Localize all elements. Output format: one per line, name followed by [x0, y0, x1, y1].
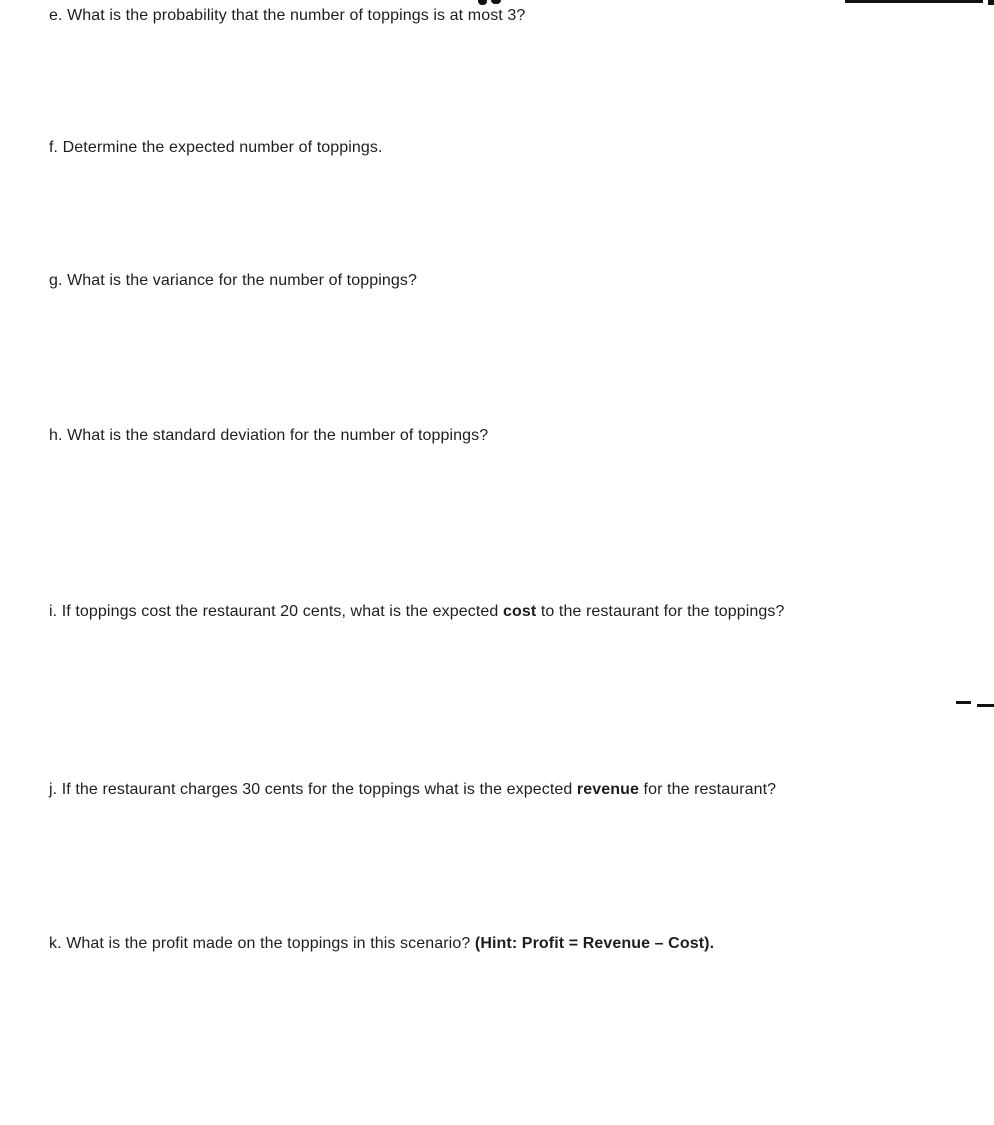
question-j-bold-revenue: revenue — [576, 781, 639, 798]
question-f-text: f. Determine the expected number of toppings. — [49, 139, 383, 156]
question-g-text: g. What is the variance for the number of toppings? — [49, 272, 417, 289]
question-i — [49, 601, 964, 622]
question-i-bold-cost: cost — [502, 603, 537, 620]
question-i-text: i. If toppings cost the restaurant 20 cents, what is the expected — [49, 603, 503, 620]
question-k — [49, 933, 964, 954]
question-h — [49, 425, 964, 446]
question-f — [49, 137, 964, 158]
question-i-text-end: to the restaurant for the toppings? — [536, 603, 785, 620]
question-e-text: e. What is the probability that the number of toppings is at most 3? — [49, 7, 526, 24]
question-g — [49, 270, 964, 291]
question-e — [49, 5, 964, 26]
question-h-text: h. What is the standard deviation for the number of toppings? — [49, 427, 489, 444]
right-edge-mark — [977, 704, 994, 707]
right-edge-mark — [956, 701, 971, 704]
question-j-text-end: for the restaurant? — [638, 781, 777, 798]
question-k-bold-hint: (Hint: Profit = Revenue – Cost). — [474, 935, 715, 952]
question-j — [49, 779, 964, 800]
question-k-text: k. What is the profit made on the toppings in this scenario? — [49, 935, 475, 952]
cropped-line-artifact — [988, 0, 994, 5]
cropped-text-artifact — [491, 0, 501, 4]
cropped-line-artifact — [845, 0, 983, 3]
question-j-text: j. If the restaurant charges 30 cents for the toppings what is the expected — [49, 781, 577, 798]
